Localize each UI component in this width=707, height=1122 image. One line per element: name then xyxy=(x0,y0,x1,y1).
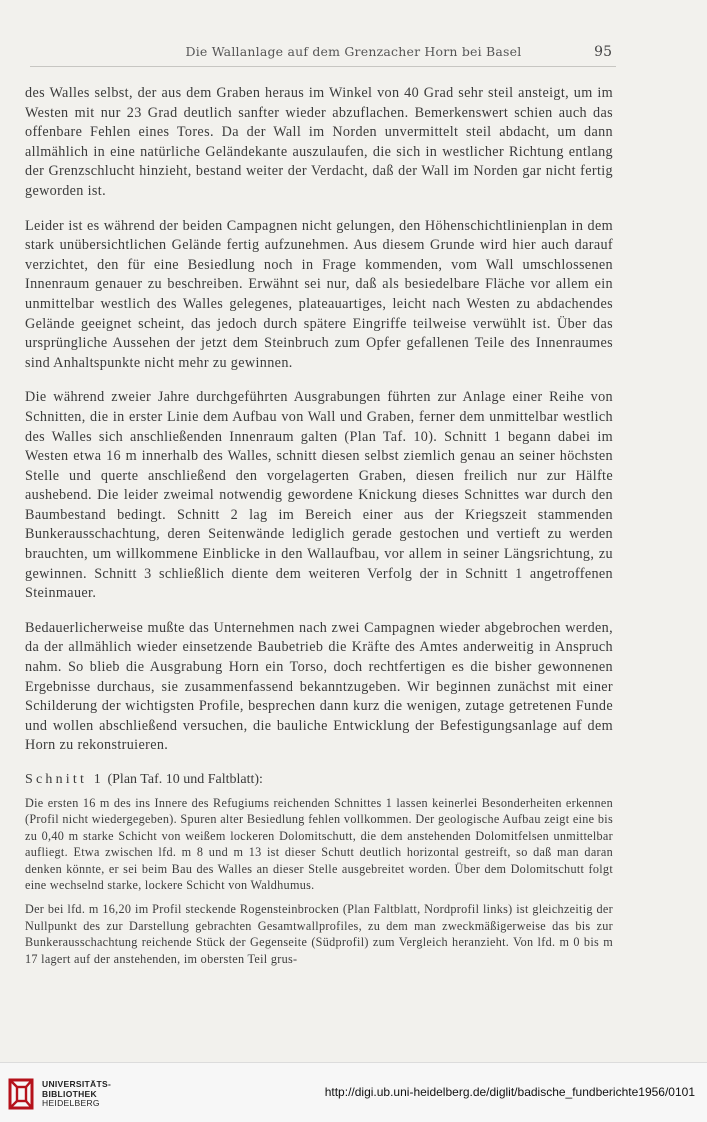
body-text xyxy=(25,84,613,975)
running-title: Die Wallanlage auf dem Grenzacher Horn bei Basel xyxy=(185,44,522,59)
library-name-line3: HEIDELBERG xyxy=(42,1098,100,1108)
small-paragraph-1: Die ersten 16 m des ins Innere des Refugiums reichenden Schnittes 1 lassen keinerlei Besonderheiten erkennen (Profil nicht wiedergegeben). Spuren alter Besiedlung fehlen vollkommen. Der geologische Aufbau zeigt eine bis zu 0,40 m starke Schicht von weißem lockeren Dolomitschutt, die dem anstehenden Dolomitfelsen unmittelbar aufliegt. Etwa zwischen lfd. m 8 und m 13 ist dieser Schutt deutlich horizontal gestreift, so daß man daran denken könnte, er sei beim Bau des Walles an dieser Stelle ausgebreitet worden. Über dem Dolomitschutt folgt eine wechselnd starke, lockere Schicht von Waldhumus. xyxy=(25,796,613,893)
small-paragraph-2: Der bei lfd. m 16,20 im Profil steckende Rogensteinbrocken (Plan Faltblatt, Nordprofil links) ist gleichzeitig der Nullpunkt des zur Darstellung gebrachten Gesamtwallprofiles, zu dem man zweckmäßigerweise das bis zur Bunkerausschachtung reichende Stück der Gegenseite (Südprofil) zum Vergleich heranzieht. Von lfd. m 0 bis m 17 lagert auf der anstehenden, im obersten Teil grus- xyxy=(25,902,613,966)
library-name-line2: BIBLIOTHEK xyxy=(42,1088,97,1099)
header-divider xyxy=(30,66,616,67)
section-heading-title: Schnitt 1 xyxy=(25,772,104,787)
footer-bar xyxy=(0,1062,707,1122)
section-heading xyxy=(25,771,613,789)
paragraph-1: des Walles selbst, der aus dem Graben heraus im Winkel von 40 Grad sehr steil ansteigt, um im Westen mit nur 23 Grad deutlich sanfter wieder abzuflachen. Bemerkenswert schien auch das offenbare Fehlen eines Tores. Da der Wall im Norden unvermittelt steil abdacht, um dann allmählich in eine natürliche Geländekante auszulaufen, die sich in westlicher Richtung entlang der Grenzschlucht hinzieht, bestand weiter der Verdacht, daß der Wall im Norden gar nicht fertig geworden ist. xyxy=(25,85,613,199)
paragraph-2: Leider ist es während der beiden Campagnen nicht gelungen, den Höhenschichtlinienplan in dem stark unübersichtlichen Gelände fertig aufzunehmen. Aus diesem Grunde wird hier auch darauf verzichtet, den für eine Besiedlung noch in Frage kommenden, vom Wall umschlossenen Innenraum genauer zu beschreiben. Erwähnt sei nur, daß als besiedelbare Fläche vor allem ein unmittelbar westlich des Walles gelegenes, plateauartiges, leicht nach Westen zu abdachendes Gelände geeignet scheint, das jedoch durch spätere Eingriffe teilweise verwühlt ist. Über das ursprüngliche Aussehen der jetzt dem Steinbruch zum Opfer gefallenen Teile des Innenraumes sind Anhaltspunkte nicht mehr zu gewinnen. xyxy=(25,217,613,371)
section-heading-reference: (Plan Taf. 10 und Faltblatt): xyxy=(103,772,263,787)
paragraph-3: Die während zweier Jahre durchgeführten Ausgrabungen führten zur Anlage einer Reihe von Schnitten, die in erster Linie dem Aufbau von Wall und Graben, ferner dem unmittelbar westlich des Walles sich anschließenden Innenraum galten (Plan Taf. 10). Schnitt 1 begann dabei im Westen etwa 16 m innerhalb des Walles, schnitt diesen selbst ziemlich genau an seiner höchsten Stelle und querte anschließend den vorgelagerten Graben, diesen freilich nur zur Hälfte aushebend. Die leider zweimal notwendig gewordene Knickung dieses Schnittes war durch den Baumbestand bedingt. Schnitt 2 lag im Bereich einer aus der Kriegszeit stammenden Bunkerausschachtung, deren Seitenwände lediglich gerade gestochen und vertieft zu werden brauchten, um willkommene Einblicke in den Wallaufbau, vor allem in seiner Längsrichtung, zu gewinnen. Schnitt 3 schließlich diente dem weiteren Verfolg der in Schnitt 1 angetroffenen Steinmauer. xyxy=(25,389,613,602)
library-name xyxy=(42,1080,111,1109)
paragraph-4: Bedauerlicherweise mußte das Unternehmen nach zwei Campagnen wieder abgebrochen werden, da der allmählich wieder einsetzende Baubetrieb die Kräfte des Amtes anderweitig in Anspruch nahm. So blieb die Ausgrabung Horn ein Torso, doch rechtfertigen es die bisher gewonnenen Ergebnisse durchaus, sie zusammenfassend bekanntzugeben. Wir beginnen zunächst mit einer Schilderung der wichtigsten Profile, besprechen dann kurz die wenigen, zutage getretenen Funde und wollen abschließend versuchen, die bauliche Entwicklung der Befestigungsanlage auf dem Horn zu rekonstruieren. xyxy=(25,619,613,754)
running-head xyxy=(0,44,707,64)
permalink-url[interactable]: http://digi.ub.uni-heidelberg.de/diglit/badische_fundberichte1956/0101 xyxy=(324,1085,695,1099)
library-name-line1: UNIVERSITÄTS- xyxy=(42,1079,112,1089)
page-number: 95 xyxy=(594,44,612,60)
